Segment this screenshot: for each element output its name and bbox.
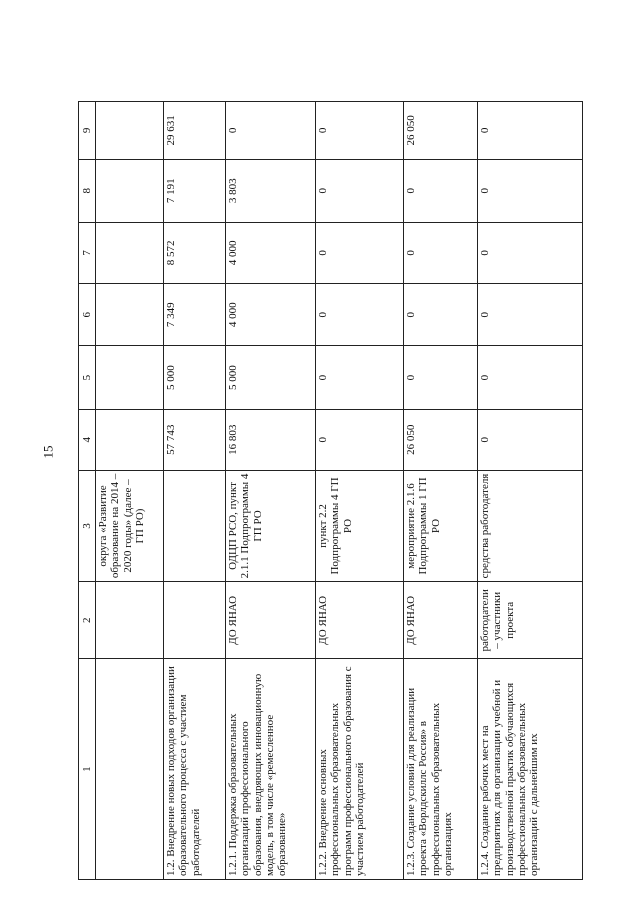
measure-cell: 1.2. Внедрение новых подходов организации образовательного процесса с участием работодателей [164, 659, 226, 880]
value-cell: 8 572 [164, 222, 226, 283]
table-row [164, 102, 226, 880]
source-cell: пункт 2.2 Подпрограммы 4 ГП РО [316, 470, 404, 582]
table-row [226, 102, 316, 880]
value-cell: 0 [316, 346, 404, 410]
executor-cell: ДО ЯНАО [226, 582, 316, 659]
measure-cell [96, 659, 164, 880]
value-cell: 0 [478, 284, 583, 346]
value-cell: 0 [404, 346, 478, 410]
value-cell: 0 [316, 284, 404, 346]
value-cell: 0 [478, 159, 583, 222]
value-cell: 0 [316, 159, 404, 222]
value-cell [96, 222, 164, 283]
value-cell: 5 000 [164, 346, 226, 410]
value-cell: 5 000 [226, 346, 316, 410]
funding-table [78, 101, 583, 880]
value-cell: 0 [404, 284, 478, 346]
executor-cell: работодатели – участники проекта [478, 582, 583, 659]
table-row [404, 102, 478, 880]
value-cell: 7 191 [164, 159, 226, 222]
value-cell: 4 000 [226, 222, 316, 283]
measure-cell: 1.2.1. Поддержка образовательных организаций профессионального образования, внедряющих инновационную модель, в том числе «ремесленное образование» [226, 659, 316, 880]
value-cell: 7 349 [164, 284, 226, 346]
value-cell: 57 743 [164, 409, 226, 470]
value-cell: 0 [478, 222, 583, 283]
source-cell: ОДЦП РСО, пункт 2.1.1 Подпрограммы 4 ГП РО [226, 470, 316, 582]
source-cell: мероприятие 2.1.6 Подпрограммы 1 ГП РО [404, 470, 478, 582]
header-cell: 1 [79, 659, 96, 880]
value-cell: 26 050 [404, 102, 478, 160]
value-cell: 29 631 [164, 102, 226, 160]
rotated-table-container [78, 101, 579, 880]
executor-cell [96, 582, 164, 659]
header-cell: 9 [79, 102, 96, 160]
header-cell: 4 [79, 409, 96, 470]
value-cell: 0 [478, 409, 583, 470]
header-cell: 2 [79, 582, 96, 659]
table-row [96, 102, 164, 880]
value-cell [96, 102, 164, 160]
header-cell: 3 [79, 470, 96, 582]
measure-cell: 1.2.2. Внедрение основных профессиональных образовательных программ профессионального образования с участием работодателей [316, 659, 404, 880]
value-cell: 0 [316, 102, 404, 160]
value-cell: 0 [226, 102, 316, 160]
value-cell: 0 [478, 102, 583, 160]
value-cell: 0 [478, 346, 583, 410]
value-cell [96, 159, 164, 222]
source-cell: средства работодателя [478, 470, 583, 582]
value-cell: 26 050 [404, 409, 478, 470]
header-cell: 5 [79, 346, 96, 410]
header-row [79, 102, 96, 880]
value-cell: 0 [316, 222, 404, 283]
header-cell: 7 [79, 222, 96, 283]
table-row [478, 102, 583, 880]
source-cell [164, 470, 226, 582]
source-cell: округа «Развитие образование на 2014 – 2020 годы» (далее – ГП РО) [96, 470, 164, 582]
value-cell [96, 346, 164, 410]
header-cell: 6 [79, 284, 96, 346]
measure-cell: 1.2.3. Создание условий для реализации проекта «Ворлдскиллс Россия» в профессиональных образовательных организациях [404, 659, 478, 880]
header-cell: 8 [79, 159, 96, 222]
value-cell: 0 [404, 159, 478, 222]
executor-cell: ДО ЯНАО [404, 582, 478, 659]
value-cell: 0 [316, 409, 404, 470]
value-cell: 3 803 [226, 159, 316, 222]
executor-cell: ДО ЯНАО [316, 582, 404, 659]
value-cell: 4 000 [226, 284, 316, 346]
table-row [316, 102, 404, 880]
value-cell: 16 803 [226, 409, 316, 470]
page-number: 15 [40, 445, 56, 459]
value-cell [96, 409, 164, 470]
executor-cell [164, 582, 226, 659]
measure-cell: 1.2.4. Создание рабочих мест на предприятиях для организации учебной и производственной практик обучающихся профессиональных образовательных организаций с дальнейшим их [478, 659, 583, 880]
value-cell: 0 [404, 222, 478, 283]
value-cell [96, 284, 164, 346]
